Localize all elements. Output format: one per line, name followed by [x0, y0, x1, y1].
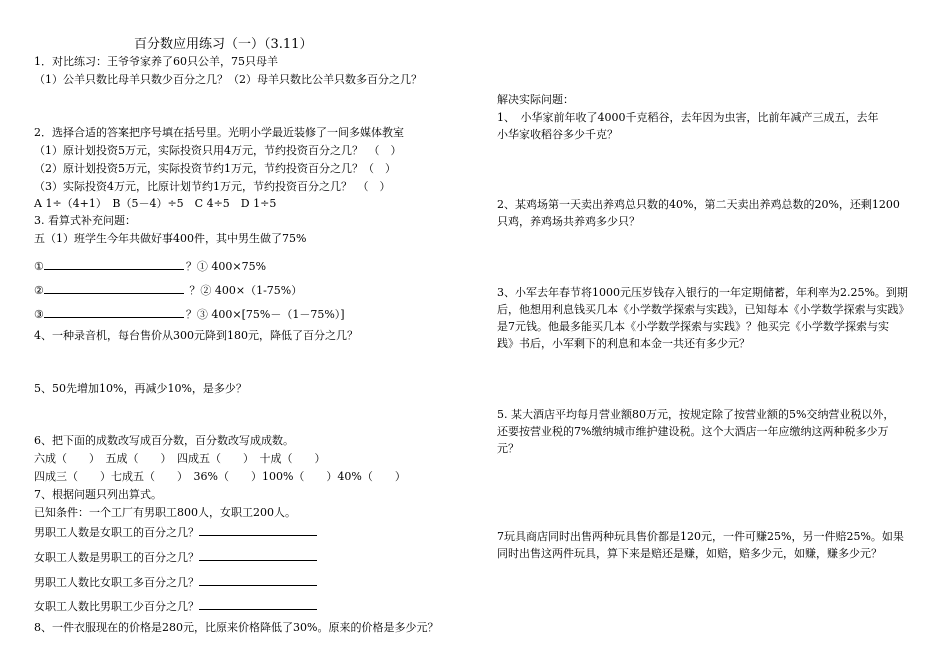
q7-question-text: 女职工人数是男职工的百分之几？ — [34, 551, 199, 564]
page-title: 百分数应用练习（一）（3.11） — [134, 37, 313, 52]
q7-question-text: 女职工人数比男职工少百分之几？ — [34, 600, 199, 613]
q7-context: 已知条件：一个工厂有男职工800人，女职工200人。 — [34, 506, 296, 519]
q3-line-suffix: ？① 400×75% — [185, 260, 267, 273]
r1-line: 1、 小华家前年收了4000千克稻谷，去年因为虫害，比前年减产三成五，去年 — [497, 111, 879, 124]
r2-line: 2、某鸡场第一天卖出养鸡总只数的40%，第二天卖出养鸡总数的20%，还剩1200 — [497, 198, 900, 211]
r3-line: 践》书后，小军剩下的利息和本金一共还有多少元？ — [497, 337, 750, 350]
r7-line: 同时出售这两件玩具，算下来是赔还是赚，如赔，赔多少元，如赚，赚多少元？ — [497, 547, 882, 560]
q7-question — [34, 524, 319, 538]
q3-line — [34, 282, 302, 296]
q7-question-text: 男职工人数是女职工的百分之几？ — [34, 526, 199, 539]
q2-item: （2）原计划投资5万元，实际投资节约1万元，节约投资百分之几？（ ） — [34, 162, 396, 175]
r3-line: 3、小军去年春节将1000元压岁钱存入银行的一年定期储蓄，年利率为2.25%。到期 — [497, 286, 908, 299]
q3-line-prefix: ① — [34, 260, 44, 273]
q2-item: （3）实际投资4万元，比原计划节约1万元，节约投资百分之几？ （ ） — [34, 180, 391, 193]
q3-line — [34, 306, 345, 320]
answer-blank[interactable] — [199, 549, 317, 561]
q2-options: A 1÷（4+1） B（5－4）÷5 C 4÷5 D 1÷5 — [34, 197, 277, 210]
q7-question-text: 男职工人数比女职工多百分之几？ — [34, 576, 199, 589]
q6-row: 四成三（ ）七成五（ ） 36%（ ）100%（ ）40%（ ） — [34, 470, 406, 483]
answer-blank[interactable] — [199, 524, 317, 536]
r5-line: 还要按营业税的7%缴纳城市维护建设税。这个大酒店一年应缴纳这两种税多少万 — [497, 425, 889, 438]
q3-line-prefix: ③ — [34, 308, 44, 321]
q7-question — [34, 574, 319, 588]
answer-blank[interactable] — [44, 258, 184, 270]
q6-row: 六成（ ） 五成（ ） 四成五（ ） 十成（ ） — [34, 452, 326, 465]
q3-line-prefix: ② — [34, 284, 44, 297]
r5-line: 5. 某大酒店平均每月营业额80万元，按规定除了按营业额的5%交纳营业税以外， — [497, 408, 895, 421]
r1-line: 小华家收稻谷多少千克？ — [497, 128, 618, 141]
q3-context: 五（1）班学生今年共做好事400件，其中男生做了75% — [34, 232, 307, 245]
q4: 4、一种录音机，每台售价从300元降到180元，降低了百分之几？ — [34, 329, 358, 342]
answer-blank[interactable] — [44, 282, 184, 294]
q1-subquestions: （1）公羊只数比母羊只数少百分之几？（2）母羊只数比公羊只数多百分之几？ — [34, 73, 422, 86]
answer-blank[interactable] — [199, 598, 317, 610]
r5-line: 元？ — [497, 442, 519, 455]
q3-line-suffix: ？② 400×（1-75%） — [185, 284, 303, 297]
answer-blank[interactable] — [199, 574, 317, 586]
q7-question — [34, 598, 319, 612]
q5: 5、50先增加10%，再减少10%，是多少？ — [34, 382, 247, 395]
section-title: 解决实际问题： — [497, 93, 574, 106]
q3-line — [34, 258, 266, 272]
q7-title: 7、根据问题只列出算式。 — [34, 488, 162, 501]
q7-question — [34, 549, 319, 563]
r7-line: 7玩具商店同时出售两种玩具售价都是120元，一件可赚25%，另一件赔25%。如果 — [497, 530, 904, 543]
r2-line: 只鸡，养鸡场共养鸡多少只？ — [497, 215, 640, 228]
q3-line-suffix: ？③ 400×[75%－（1－75%）] — [185, 308, 345, 321]
answer-blank[interactable] — [44, 306, 184, 318]
r3-line: 是7元钱。他最多能买几本《小学数学探索与实践》？他买完《小学数学探索与实 — [497, 320, 889, 333]
q8: 8、一件衣服现在的价格是280元，比原来价格降低了30%。原来的价格是多少元？ — [34, 621, 439, 634]
q2-item: （1）原计划投资5万元，实际投资只用4万元，节约投资百分之几？ （ ） — [34, 144, 402, 157]
r3-line: 后，他想用利息钱买几本《小学数学探索与实践》，已知每本《小学数学探索与实践》 — [497, 303, 910, 316]
q2-title: 2．选择合适的答案把序号填在括号里。光明小学最近装修了一间多媒体教室 — [34, 126, 404, 139]
q3-title: 3. 看算式补充问题： — [34, 214, 136, 227]
q1-title: 1．对比练习：王爷爷家养了60只公羊，75只母羊 — [34, 55, 278, 68]
q6-title: 6、把下面的成数改写成百分数，百分数改写成成数。 — [34, 434, 294, 447]
